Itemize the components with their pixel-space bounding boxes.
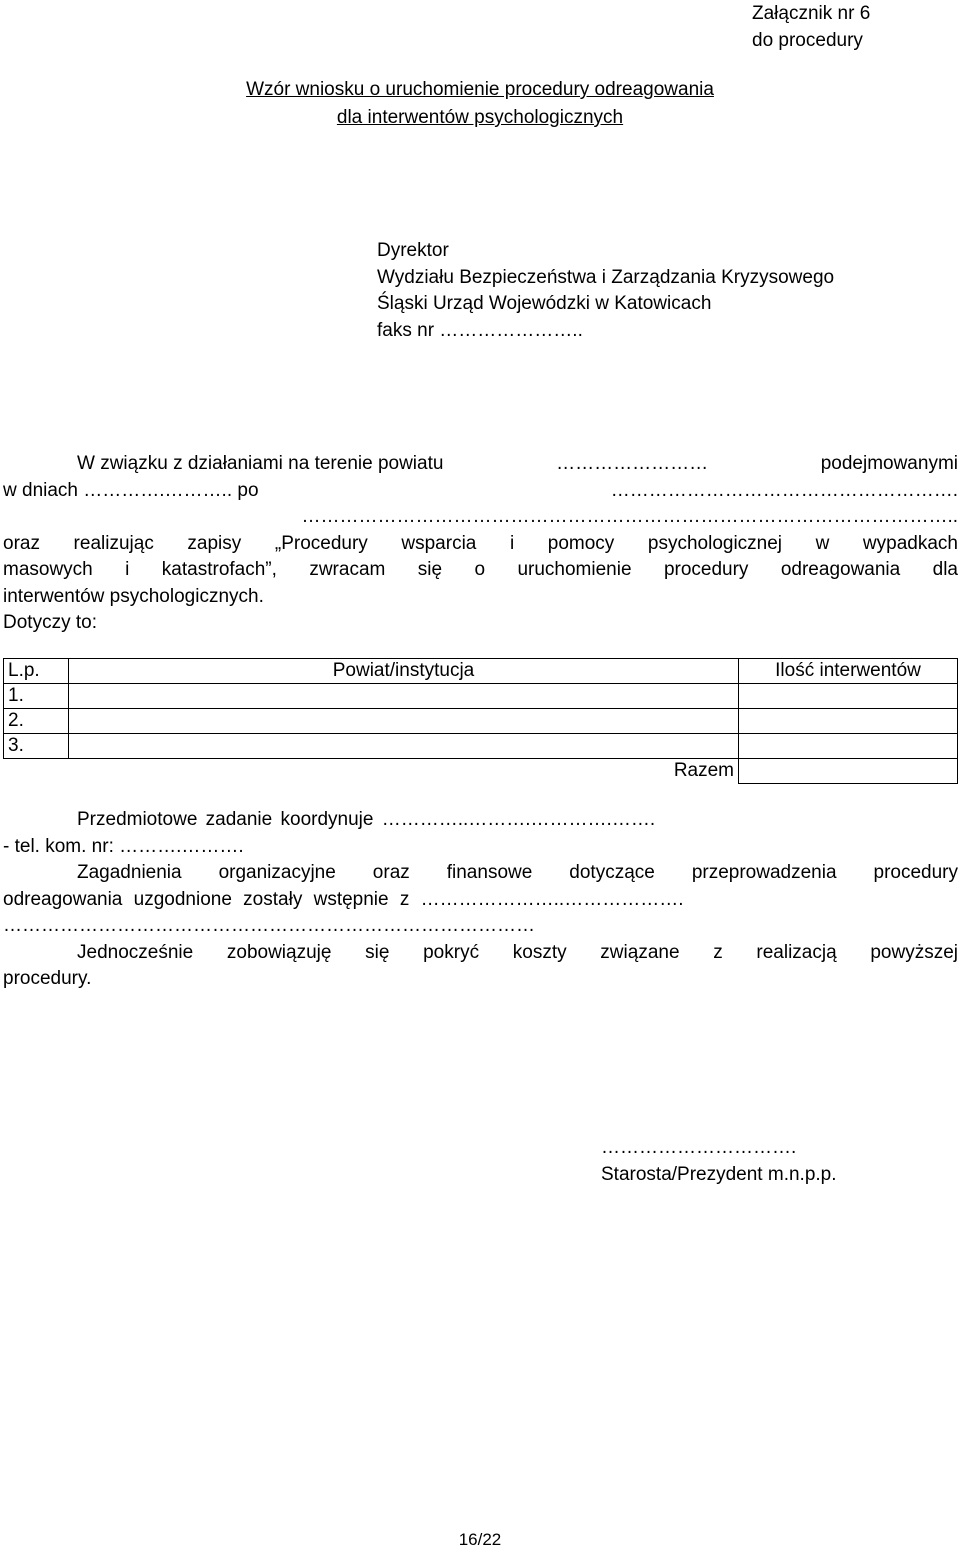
table-row	[4, 734, 958, 759]
row-1-count[interactable]	[739, 684, 958, 709]
total-label: Razem	[69, 759, 739, 784]
signature-block	[601, 1134, 837, 1188]
coordination-paragraph	[3, 807, 958, 993]
coordination-line-6: Jednocześnie zobowiązuję się pokryć koszty związane z realizacją powyższej	[77, 941, 958, 963]
annex-line-2: do procedury	[752, 30, 863, 51]
table-header-row	[4, 659, 958, 684]
signature-label: Starosta/Prezydent m.n.p.p.	[601, 1164, 837, 1185]
request-line-2-start: w dniach ………….……….. po	[3, 479, 259, 501]
coordination-line-4: odreagowania uzgodnione zostały wstępnie z …………………..……………….	[3, 888, 684, 910]
request-line-5: masowych i katastrofach”, zwracam się o uruchomienie procedury odreagowania dla	[3, 559, 958, 580]
coordination-line-3: Zagadnienia organizacyjne oraz finansowe dotyczące przeprowadzenia procedury	[77, 862, 958, 883]
request-line-3: …………………………………………………………………………………………..	[301, 506, 958, 527]
row-1-county[interactable]	[69, 684, 739, 709]
addressee-line-3: Śląski Urząd Wojewódzki w Katowicach	[377, 293, 712, 314]
row-2-lp: 2.	[4, 709, 69, 734]
addressee-fax-line: faks nr …………………..	[377, 319, 583, 341]
total-blank-cell	[4, 759, 69, 784]
addressee-line-2: Wydziału Bezpieczeństwa i Zarządzania Kryzysowego	[377, 266, 835, 288]
request-line-2	[3, 478, 958, 505]
signature-dots: ………………………….	[601, 1137, 797, 1158]
addressee-block	[377, 238, 834, 344]
coordination-line-1: Przedmiotowe zadanie koordynuje …………..……….………….…….	[77, 809, 656, 830]
coordination-line-5: …………………………………………………………………………	[3, 915, 535, 936]
table-total-row	[4, 759, 958, 784]
addressee-line-1: Dyrektor	[377, 240, 449, 261]
document-title	[0, 76, 960, 132]
row-3-lp: 3.	[4, 734, 69, 759]
request-line-6: interwentów psychologicznych.	[3, 585, 264, 607]
title-line-2: dla interwentów psychologicznych	[336, 107, 624, 128]
request-line-1-start: W związku z działaniami na terenie powiatu	[77, 453, 444, 474]
coordination-line-7: procedury.	[3, 968, 92, 989]
header-lp: L.p.	[4, 659, 69, 684]
page-number: 16/22	[458, 1530, 502, 1549]
header-count: Ilość interwentów	[739, 659, 958, 684]
row-2-county[interactable]	[69, 709, 739, 734]
request-line-1-end: podejmowanymi	[820, 453, 958, 474]
row-3-county[interactable]	[69, 734, 739, 759]
request-line-1-dots: ……………………	[556, 453, 709, 474]
header-county: Powiat/instytucja	[69, 659, 739, 684]
request-line-2-dots: ……………………………………………….	[610, 479, 958, 501]
annex-label	[752, 0, 870, 54]
request-line-7: Dotyczy to:	[3, 612, 97, 633]
request-paragraph	[3, 451, 958, 637]
title-line-1: Wzór wniosku o uruchomienie procedury odreagowania	[246, 79, 714, 100]
interventions-table	[3, 658, 958, 784]
row-2-count[interactable]	[739, 709, 958, 734]
total-count[interactable]	[739, 759, 958, 784]
row-1-lp: 1.	[4, 684, 69, 709]
coordination-line-2: - tel. kom. nr: ……….……….	[3, 835, 244, 857]
table-row	[4, 709, 958, 734]
annex-line-1: Załącznik nr 6	[752, 3, 871, 24]
request-line-4: oraz realizując zapisy „Procedury wsparcia i pomocy psychologicznej w wypadkach	[3, 532, 958, 554]
table-row	[4, 684, 958, 709]
request-line-1	[3, 451, 958, 478]
row-3-count[interactable]	[739, 734, 958, 759]
